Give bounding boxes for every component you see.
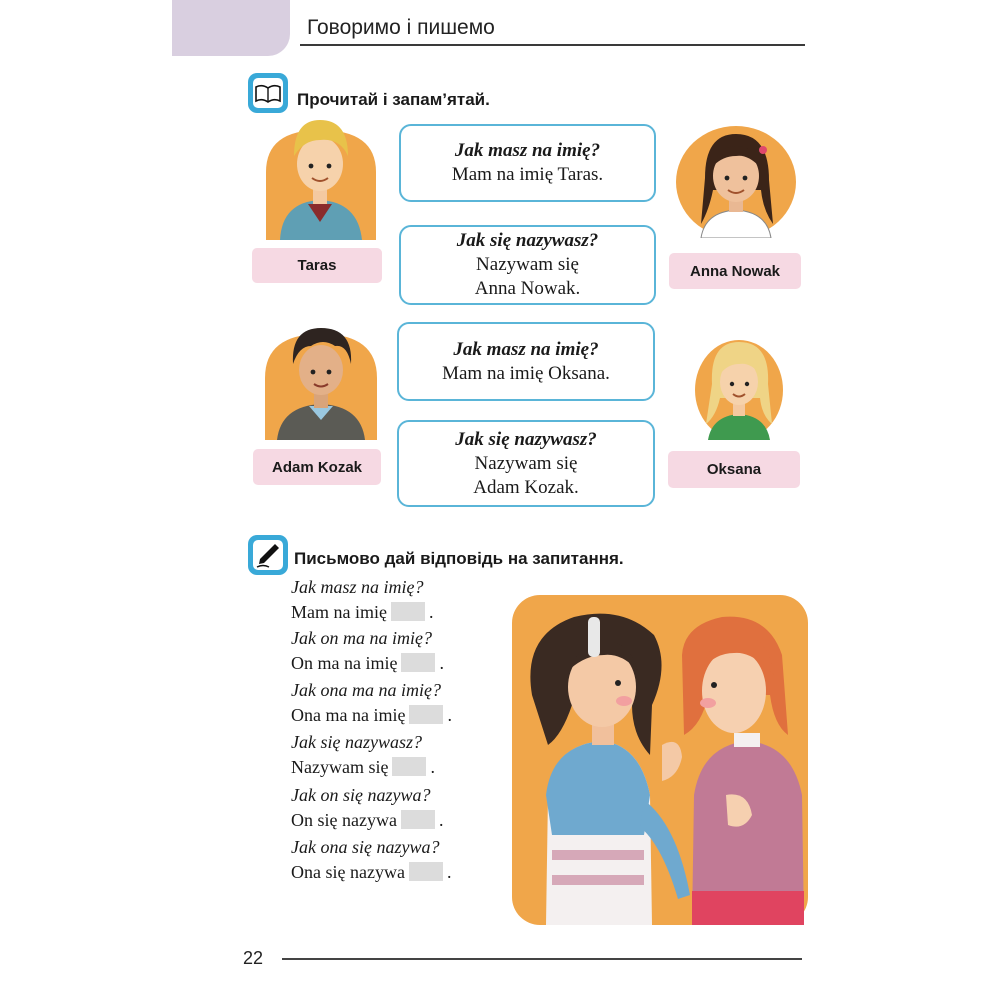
exercise-question: Jak się nazywasz? — [291, 732, 422, 752]
exercise-answer — [291, 755, 435, 779]
dialog-question-3: Jak masz na imię? — [453, 338, 599, 360]
exercise-answer — [291, 860, 451, 884]
adam-kozak-portrait — [263, 322, 379, 440]
answer-prefix: Ona ma na imię — [291, 705, 406, 725]
section-title-read: Прочитай і запам’ятай. — [297, 90, 490, 109]
dialog-answer-4-line1: Nazywam się — [474, 452, 578, 474]
page-header-title: Говоримо і пишемо — [307, 16, 495, 39]
answer-suffix: . — [438, 810, 444, 830]
answer-blank[interactable] — [401, 810, 435, 829]
name-label-adam-kozak: Adam Kozak — [253, 449, 381, 485]
answer-blank[interactable] — [409, 862, 443, 881]
name-label-taras: Taras — [252, 248, 382, 283]
section-title-write: Письмово дай відповідь на запитання. — [294, 549, 624, 568]
answer-prefix: Ona się nazywa — [291, 862, 405, 882]
answer-prefix: On ma na imię — [291, 653, 398, 673]
dialog-answer-1: Mam na imię Taras. — [451, 164, 604, 185]
answer-suffix: . — [447, 705, 452, 725]
corner-tab — [172, 0, 290, 56]
exercise-4 — [291, 730, 435, 779]
pen-icon — [248, 535, 288, 575]
answer-prefix: Mam na imię — [291, 602, 387, 622]
answer-suffix: . — [428, 602, 434, 622]
anna-nowak-portrait — [673, 120, 799, 238]
dialog-bubble-3 — [397, 322, 655, 401]
exercise-answer — [291, 600, 433, 624]
exercise-2 — [291, 626, 444, 675]
exercise-question: Jak on ma na imię? — [291, 628, 432, 648]
page-number: 22 — [243, 948, 264, 968]
footer-divider — [282, 958, 802, 960]
exercise-answer — [291, 703, 452, 727]
exercise-answer — [291, 651, 444, 675]
oksana-portrait — [694, 332, 784, 440]
exercise-question: Jak ona się nazywa? — [291, 837, 440, 857]
dialog-bubble-4 — [397, 420, 655, 507]
answer-blank[interactable] — [392, 757, 426, 776]
exercise-question: Jak ona ma na imię? — [291, 680, 441, 700]
answer-suffix: . — [430, 757, 435, 777]
two-girls-illustration — [512, 595, 808, 925]
dialog-answer-2-line2: Anna Nowak. — [474, 278, 581, 299]
exercise-answer — [291, 808, 443, 832]
exercise-3 — [291, 678, 452, 727]
book-icon — [248, 73, 288, 113]
name-label-oksana: Oksana — [668, 451, 800, 488]
exercise-question: Jak masz na imię? — [291, 577, 424, 597]
dialog-bubble-2 — [399, 225, 656, 305]
answer-blank[interactable] — [409, 705, 443, 724]
answer-suffix: . — [446, 862, 452, 882]
dialog-question-4: Jak się nazywasz? — [455, 428, 597, 450]
dialog-answer-2-line1: Nazywam się — [476, 254, 579, 275]
answer-suffix: . — [439, 653, 444, 673]
dialog-question-2: Jak się nazywasz? — [456, 230, 599, 251]
dialog-answer-4-line2: Adam Kozak. — [473, 476, 579, 498]
name-label-anna-nowak: Anna Nowak — [669, 253, 801, 289]
header-divider — [300, 44, 805, 46]
answer-blank[interactable] — [401, 653, 435, 672]
answer-blank[interactable] — [391, 602, 425, 621]
dialog-question-1: Jak masz na imię? — [454, 140, 601, 161]
taras-portrait — [262, 112, 380, 240]
exercise-1 — [291, 575, 433, 624]
dialog-answer-3: Mam na imię Oksana. — [442, 362, 610, 384]
exercise-6 — [291, 835, 451, 884]
exercise-question: Jak on się nazywa? — [291, 785, 431, 805]
exercise-5 — [291, 783, 443, 832]
dialog-bubble-1 — [399, 124, 656, 202]
answer-prefix: Nazywam się — [291, 757, 389, 777]
answer-prefix: On się nazywa — [291, 810, 397, 830]
